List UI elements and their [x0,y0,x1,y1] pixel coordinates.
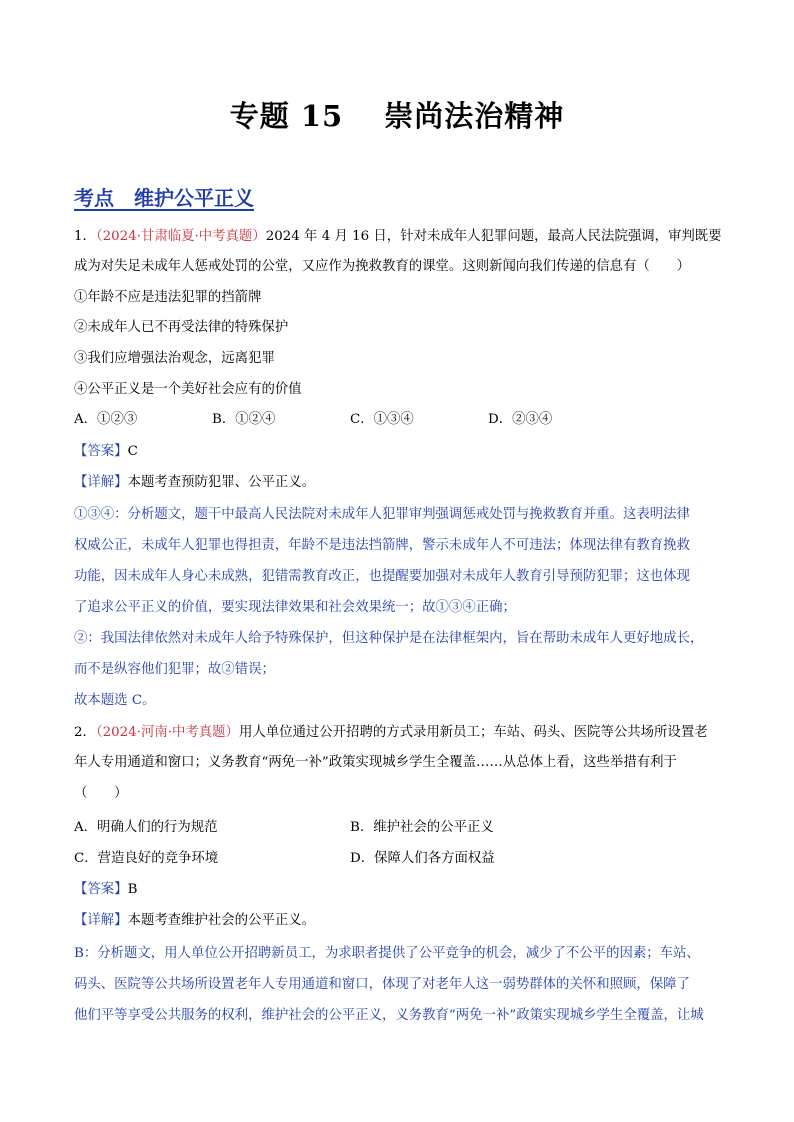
q2-source: （2024·河南·中考真题） [95,725,239,740]
q2-answer [74,880,734,900]
q1-number: 1． [74,229,96,244]
q2-explanation-line: 码头、医院等公共场所设置老年人专用通道和窗口，体现了对老年人这一弱势群体的关怀和照顾，保障了 [74,977,690,992]
q2-option-b: B．维护社会的公平正义 [350,820,494,835]
q2-option-a: A．明确人们的行为规范 [74,820,218,835]
q1-options [74,410,734,430]
q1-statement: ④公平正义是一个美好社会应有的价值 [74,382,302,397]
q1-stem-line2: 成为对失足未成年人惩戒处罚的公堂，又应作为挽救教育的课堂。这则新闻向我们传递的信息有（ ） [74,259,690,274]
q1-explanation-line: ①③④：分析题文，题干中最高人民法院对未成年人犯罪审判强调惩戒处罚与挽救教育并重。这表明法律 [74,507,690,522]
q2-answer-label: 【答案】 [74,882,128,897]
q1-detail-text: 本题考查预防犯罪、公平正义。 [127,475,316,490]
q2-explanation-line: B：分析题文，用人单位公开招聘新员工，为求职者提供了公平竞争的机会，减少了不公平的因素；车站、 [74,946,700,961]
q2-option-c: C．营造良好的竞争环境 [74,851,219,866]
q1-conclusion: 故本题选 C。 [74,693,156,708]
q1-detail-label: 【详解】 [74,475,128,490]
q2-option-d: D．保障人们各方面权益 [350,851,495,866]
q2-stem-text: 用人单位通过公开招聘的方式录用新员工；车站、码头、医院等公共场所设置老 [238,725,708,740]
page-title: 专题 15 崇尚法治精神 [229,99,565,133]
q1-source: （2024·甘肃临夏·中考真题） [95,229,266,244]
q2-stem-line3: （ ） [74,786,128,801]
q1-answer-value: C [127,444,138,459]
q2-options-row1 [74,818,734,838]
q1-statement: ②未成年人已不再受法律的特殊保护 [74,320,289,335]
q1-statement: ①年龄不应是违法犯罪的挡箭牌 [74,290,262,305]
q1-stem-line1 [74,227,734,247]
q1-detail [74,473,734,493]
q2-detail [74,911,734,931]
q2-stem-line2: 年人专用通道和窗口；义务教育“两免一补”政策实现城乡学生全覆盖……从总体上看，这些举措有利于 [74,755,677,770]
q1-option-a: A．①②③ [74,412,138,427]
q1-answer-label: 【答案】 [74,444,128,459]
q1-explanation-line: ②：我国法律依然对未成年人给予特殊保护，但这种保护是在法律框架内，旨在帮助未成年人更好地成长， [74,631,704,646]
q2-answer-value: B [127,882,138,897]
q1-statement: ③我们应增强法治观念，远离犯罪 [74,351,275,366]
q2-number: 2． [74,725,96,740]
q1-stem-text: 2024 年 4 月 16 日，针对未成年人犯罪问题，最高人民法院强调，审判既要 [265,229,722,244]
q1-explanation-line: 了追求公平正义的价值，要实现法律效果和社会效果统一；故①③④正确； [74,600,516,615]
q2-options-row2 [74,849,734,869]
section-heading: 考点 维护公平正义 [74,186,254,210]
q2-detail-text: 本题考查维护社会的公平正义。 [127,913,316,928]
q2-detail-label: 【详解】 [74,913,128,928]
q1-answer [74,442,734,462]
q2-stem-line1 [74,723,734,743]
q1-explanation-line: 而不是纵容他们犯罪；故②错误； [74,662,275,677]
q1-explanation-line: 功能，因未成年人身心未成熟，犯错需教育改正，也提醒要加强对未成年人教育引导预防犯罪；这也体现 [74,569,690,584]
q1-explanation-line: 权威公正，未成年人犯罪也得担责，年龄不是违法挡箭牌，警示未成年人不可违法；体现法律有教育挽救 [74,538,690,553]
q1-option-b: B．①②④ [212,412,276,427]
q1-option-d: D．②③④ [488,412,553,427]
q2-explanation-line: 他们平等享受公共服务的权利，维护社会的公平正义，义务教育“两免一补”政策实现城乡学生全覆盖，让城 [74,1008,704,1023]
q1-option-c: C．①③④ [350,412,414,427]
